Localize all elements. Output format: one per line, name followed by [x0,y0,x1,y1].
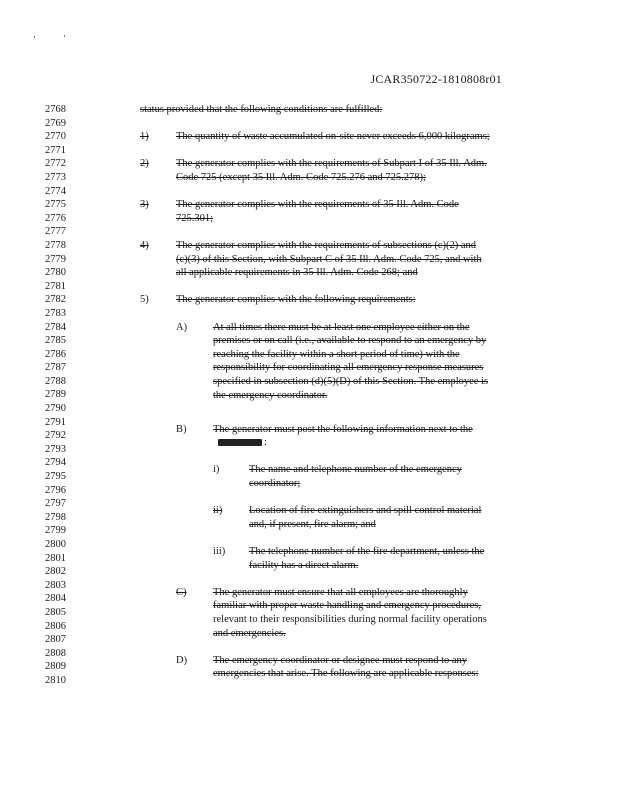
line-number: 2787 [45,362,66,374]
line-number: 2801 [45,552,66,564]
line-number: 2793 [45,443,66,455]
line-number: 2788 [45,375,66,387]
sub-a-line: reaching the facility within a short period of time) with the [213,348,460,360]
sub-a-line: responsibility for coordinating all emergency response measures [213,362,484,374]
sub-d-line: The emergency coordinator or designee must respond to any [213,654,468,666]
line-number: 2777 [45,226,66,238]
sub-b-ii-line-2: and, if present, fire alarm; and [249,518,376,530]
line-number: 2807 [45,634,66,646]
line-number: 2776 [45,212,66,224]
line-number: 2771 [45,144,66,156]
item-3-line-1: The generator complies with the requirements of 35 Ill. Adm. Code [176,199,459,211]
scan-speck [34,36,35,38]
item-1-text: The quantity of waste accumulated on-site never exceeds 6,000 kilograms; [176,131,490,143]
sub-b-line-1: The generator must post the following information next to the [213,423,473,435]
line-number: 2769 [45,117,66,129]
document-id: JCAR350722-1810808r01 [370,72,502,86]
line-number-column [30,103,66,688]
line-number: 2791 [45,416,66,428]
sub-a-line: specified in subsection (d)(5)(D) of this Section. The employee is [213,376,489,387]
sub-b-iii-marker: iii) [213,546,226,557]
line-number: 2775 [45,199,66,211]
sub-a-line: premises or on call (i.e., available to respond to an emergency by [213,335,487,347]
item-4-marker: 4) [140,240,149,251]
sub-b-suffix: : [264,437,267,449]
line-number: 2799 [45,525,66,537]
item-1-marker: 1) [140,131,149,143]
sub-b-i-line-2: coordinator; [249,478,301,489]
sub-b-i-line-1: The name and telephone number of the emergency [249,464,462,476]
sub-b-iii-line-2: facility has a direct alarm. [249,559,359,571]
line-number: 2806 [45,620,66,632]
line-number: 2795 [45,471,66,483]
sub-d-line: emergencies that arise. The following are applicable responses: [213,668,479,680]
sub-a-line: the emergency coordinator. [213,389,328,401]
line-number: 2784 [45,321,66,333]
line-number: 2805 [45,606,66,618]
sub-c-line: The generator must ensure that all employees are thoroughly [213,586,468,598]
line-number: 2768 [45,104,66,115]
sub-c-marker: C) [176,586,187,598]
line-number: 2810 [45,674,66,686]
line-number: 2773 [45,171,66,183]
line-number: 2804 [45,593,66,605]
line-number: 2779 [45,253,66,265]
sub-c-line: relevant to their responsibilities during normal facility operations [213,614,487,625]
sub-b-line-2 [218,436,267,450]
line-number: 2792 [45,430,66,442]
item-4-line-2: (c)(3) of this Section, with Subpart C of 35 Ill. Adm. Code 725, and with [176,253,482,265]
sub-b-i-marker: i) [213,464,220,476]
sub-d-marker: D) [176,654,188,666]
line-number: 2781 [45,280,66,292]
line-number: 2798 [45,511,66,523]
line-number: 2796 [45,484,66,496]
line-number: 2803 [45,579,66,591]
line-number: 2786 [45,348,66,360]
line-number: 2780 [45,267,66,279]
line-number: 2785 [45,335,66,347]
line-number: 2809 [45,661,66,673]
line-number: 2802 [45,566,66,578]
item-3-marker: 3) [140,199,149,211]
sub-c-line: familiar with proper waste handling and emergency procedures, [213,600,482,612]
line-number: 2789 [45,389,66,401]
intro-text: status provided that the following conditions are fulfilled: [140,104,383,115]
item-2-marker: 2) [140,158,149,170]
item-4-line-1: The generator complies with the requirements of subsections (c)(2) and [176,240,477,251]
line-number: 2808 [45,647,66,659]
line-number: 2794 [45,457,66,469]
line-number: 2782 [45,294,66,306]
item-5-text: The generator complies with the following requirements: [176,294,416,306]
sub-a-marker: A) [176,321,188,333]
line-number: 2772 [45,158,66,170]
line-number: 2783 [45,307,66,319]
line-number: 2774 [45,185,66,197]
sub-b-iii-line-1: The telephone number of the fire department, unless the [249,546,485,557]
sub-b-marker: B) [176,423,187,435]
line-number: 2770 [45,131,66,143]
item-2-line-2: Code 725 (except 35 Ill. Adm. Code 725.276 and 725.278); [176,172,426,183]
scan-speck [64,35,65,37]
line-number: 2790 [45,403,66,415]
item-4-line-3: all applicable requirements in 35 Ill. Adm. Code 268; and [176,267,418,279]
line-number: 2800 [45,539,66,550]
line-number: 2797 [45,498,66,510]
sub-a-line: At all times there must be at least one employee either on the [213,321,470,333]
redaction-blot [218,439,262,446]
line-number: 2778 [45,239,66,251]
sub-c-line: and emergencies. [213,627,286,639]
item-5-marker: 5) [140,294,149,306]
sub-b-ii-line-1: Location of fire extinguishers and spill control material [249,505,482,517]
item-2-line-1: The generator complies with the requirements of Subpart I of 35 Ill. Adm. [176,158,487,170]
item-3-line-2: 725.301; [176,212,214,224]
sub-b-ii-marker: ii) [213,505,223,517]
